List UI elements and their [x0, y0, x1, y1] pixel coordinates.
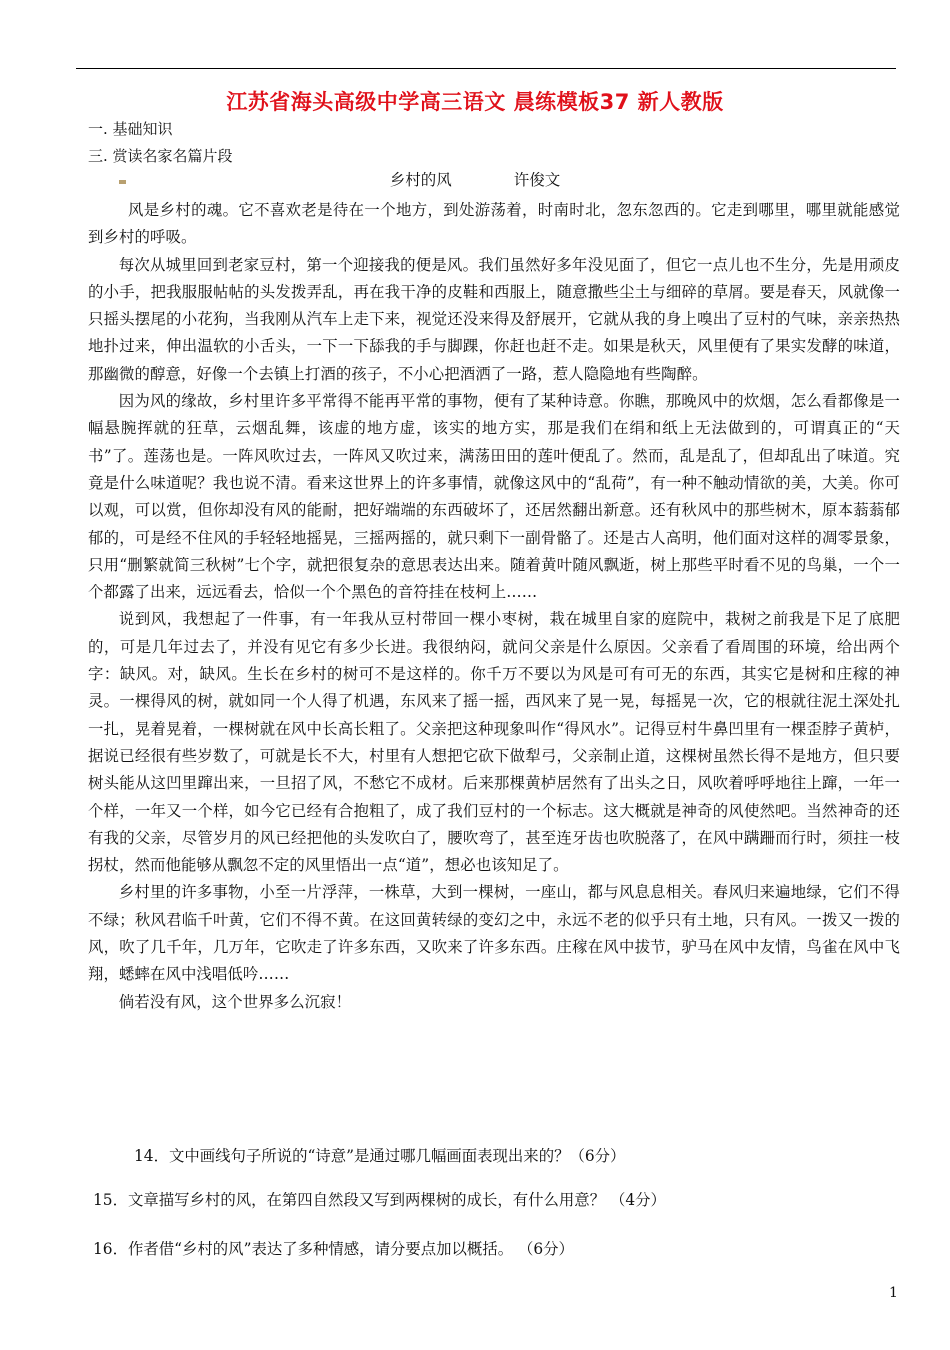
essay-heading [0, 168, 950, 190]
question-15: 15．文章描写乡村的风，在第四自然段又写到两棵树的成长，有什么用意？ （4分） [93, 1191, 666, 1209]
page-number: 1 [889, 1285, 898, 1301]
essay-title: 乡村的风 [389, 171, 452, 189]
essay-body [88, 197, 900, 1016]
essay-paragraph: 乡村里的许多事物，小至一片浮萍，一株草，大到一棵树，一座山，都与风息息相关。春风归来遍地绿，它们不得不绿；秋风君临千叶黄，它们不得不黄。在这回黄转绿的变幻之中，永远不老的似乎只有土地，只有风。一拨又一拨的风，吹了几千年，几万年，它吹走了许多东西，又吹来了许多东西。庄稼在风中拔节，驴马在风中友情，鸟雀在风中飞翔，蟋蟀在风中浅唱低吟…… [88, 883, 900, 984]
section-heading-basics: 一. 基础知识 [88, 120, 173, 138]
essay-paragraph: 说到风，我想起了一件事，有一年我从豆村带回一棵小枣树，栽在城里自家的庭院中，栽树之前我是下足了底肥的，可是几年过去了，并没有见它有多少长进。我很纳闷，就问父亲是什么原因。父亲看了看周围的环境，给出两个字：缺风。对，缺风。生长在乡村的树可不是这样的。你千万不要以为风是可有可无的东西，其实它是树和庄稼的神灵。一棵得风的树，就如同一个人得了机遇，东风来了摇一摇，西风来了晃一晃，每摇晃一次，它的根就往泥土深处扎一扎，晃着晃着，一棵树就在风中长高长粗了。父亲把这种现象叫作“得风水”。记得豆村牛鼻凹里有一棵歪脖子黄栌，据说已经很有些岁数了，可就是长不大，村里有人想把它砍下做犁弓，父亲制止道，这棵树虽然长得不是地方，但只要树头能从这凹里蹿出来，一旦招了风，不愁它不成材。后来那棵黄栌居然有了出头之日，风吹着呼呼地往上蹿，一年一个样，一年又一个样，如今它已经有合抱粗了，成了我们豆村的一个标志。这大概就是神奇的风使然吧。当然神奇的还有我的父亲，尽管岁月的风已经把他的头发吹白了，腰吹弯了，甚至连牙齿也吹脱落了，在风中蹒跚而行时，须拄一枝拐杖，然而他能够从飘忽不定的风里悟出一点“道”，想必也该知足了。 [88, 610, 900, 875]
top-rule [76, 68, 896, 69]
essay-paragraph: 因为风的缘故，乡村里许多平常得不能再平常的事物，便有了某种诗意。你瞧，那晚风中的炊烟，怎么看都像是一幅悬腕挥就的狂草，云烟乱舞，该虚的地方虚，该实的地方实，那是我们在绢和纸上无法做到的，可谓真正的“天书”了。莲荡也是。一阵风吹过去，一阵风又吹过来，满荡田田的莲叶便乱了。然而，乱是乱了，但却乱出了味道。究竟是什么味道呢？我也说不清。看来这世界上的许多事情，就像这风中的“乱荷”，有一种不触动情欲的美，大美。你可以观，可以赏，但你却没有风的能耐，把好端端的东西破坏了，还居然翻出新意。还有秋风中的那些树木，原本蓊蓊郁郁的，可是经不住风的手轻轻地摇晃，三摇两摇的，就只剩下一副骨骼了。还是古人高明，他们面对这样的凋零景象，只用“删繁就简三秋树”七个字，就把很复杂的意思表达出来。随着黄叶随风飘逝，树上那些平时看不见的鸟巢，一个一个都露了出来，远远看去，恰似一个个黑色的音符挂在枝柯上…… [88, 392, 900, 602]
essay-paragraph: 风是乡村的魂。它不喜欢老是待在一个地方，到处游荡着，时南时北，忽东忽西的。它走到哪里，哪里就能感觉到乡村的呼吸。 [88, 201, 900, 247]
essay-paragraph: 倘若没有风，这个世界多么沉寂！ [118, 992, 352, 1011]
document-title: 江苏省海头高级中学高三语文 晨练模板37 新人教版 [226, 90, 724, 114]
section-heading-reading: 三. 赏读名家名篇片段 [88, 147, 233, 165]
question-16: 16．作者借“乡村的风”表达了多种情感，请分要点加以概括。 （6分） [93, 1240, 574, 1258]
essay-paragraph: 每次从城里回到老家豆村，第一个迎接我的便是风。我们虽然好多年没见面了，但它一点儿也不生分，先是用顽皮的小手，把我服服帖帖的头发拨弄乱，再在我干净的皮鞋和西服上，随意撒些尘土与细碎的草屑。要是春天，风就像一只摇头摆尾的小花狗，当我刚从汽车上走下来，视觉还没来得及舒展开，它就从我的身上嗅出了豆村的气味，亲亲热热地扑过来，伸出温软的小舌头，一下一下舔我的手与脚踝，你赶也赶不走。如果是秋天，风里便有了果实发酵的味道，那幽微的醇意，好像一个去镇上打酒的孩子，不小心把酒洒了一路，惹人隐隐地有些陶醉。 [88, 255, 900, 383]
essay-author: 许俊文 [513, 171, 561, 189]
question-14: 14．文中画线句子所说的“诗意”是通过哪几幅画面表现出来的？（6分） [134, 1147, 626, 1165]
